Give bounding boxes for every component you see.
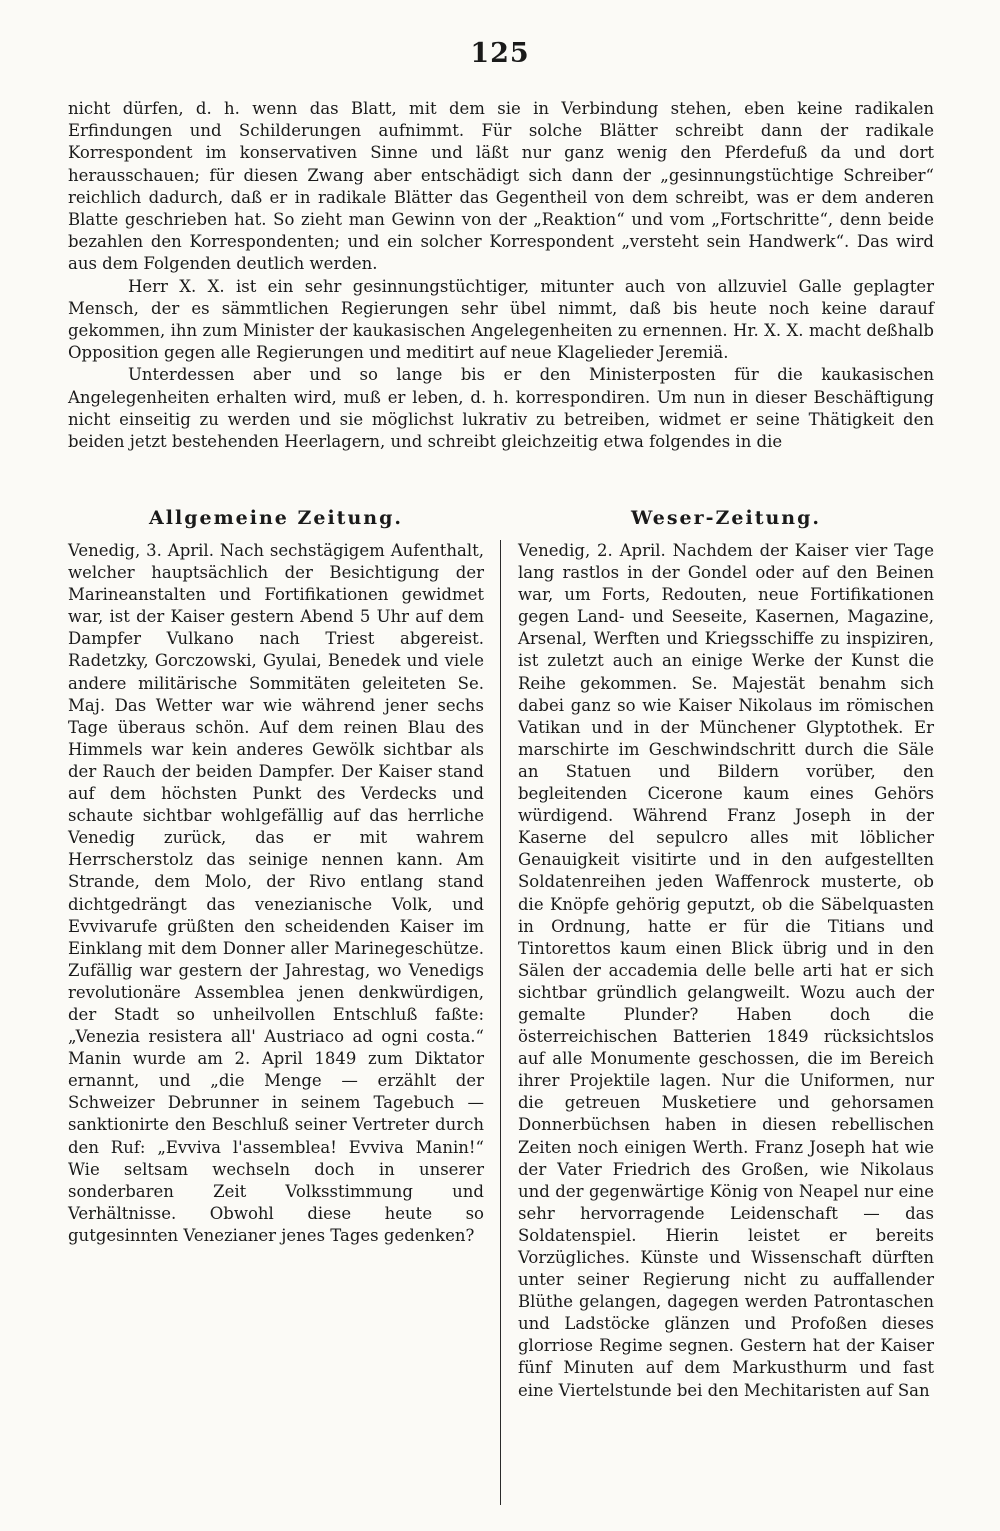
intro-paragraph-1: nicht dürfen, d. h. wenn das Blatt, mit dem sie in Verbindung stehen, eben keine radikalen Erfindungen und Schilderungen aufnimmt. Für solche Blätter schreibt dann der radikale Korrespondent im konservativen Sinne und läßt nur ganz wenig den Pferdefuß da und dort herausschauen; für diesen Zwang aber entschädigt sich dann der „gesinnungstüchtige Schreiber“ reichlich dadurch, daß er in radikale Blätter das Gegentheil von dem schreibt, was er dem anderen Blatte geschrieben hat. So zieht man Gewinn von der „Reaktion“ und vom „Fortschritte“, denn beide bezahlen den Korrespondenten; und ein solcher Korrespondent „versteht sein Handwerk“. Das wird aus dem Folgenden deutlich werden. [68, 99, 934, 274]
intro-paragraph-3: Unterdessen aber und so lange bis er den Ministerposten für die kaukasischen Angelegenheiten erhalten wird, muß er leben, d. h. korrespondiren. Um nun in dieser Beschäftigung nicht einseitig zu werden und sie möglichst lukrativ zu betreiben, widmet er seine Thätigkeit den beiden jetzt bestehenden Heerlagern, und schreibt gleichzeitig etwa folgendes in die [68, 365, 934, 452]
two-column-section [68, 506, 934, 1506]
column-divider [500, 540, 501, 1505]
page-number: 125 [470, 38, 530, 69]
intro-paragraph-2: Herr X. X. ist ein sehr gesinnungstüchtiger, mitunter auch von allzuviel Galle geplagter Mensch, der es sämmtlichen Regierungen sehr übel nimmt, daß bis heute noch keine darauf gekommen, ihn zum Minister der kaukasischen Angelegenheiten zu ernennen. Hr. X. X. macht deßhalb Opposition gegen alle Regierungen und meditirt auf neue Klagelieder Jeremiä. [68, 276, 934, 363]
right-column-title: Weser-Zeitung. [630, 507, 822, 529]
left-column [68, 506, 484, 1247]
right-column-body: Venedig, 2. April. Nachdem der Kaiser vier Tage lang rastlos in der Gondel oder auf den Beinen war, um Forts, Redouten, neue Fortifikationen gegen Land- und Seeseite, Kasernen, Magazine, Arsenal, Werften und Kriegsschiffe zu inspiziren, ist zuletzt auch an einige Werke der Kunst die Reihe gekommen. Se. Majestät benahm sich dabei ganz so wie Kaiser Nikolaus im römischen Vatikan und in der Münchener Glyptothek. Er marschirte im Geschwindschritt durch die Säle an Statuen und Bildern vorüber, den begleitenden Cicerone kaum eines Gehörs würdigend. Während Franz Joseph in der Kaserne del sepulcro alles mit löblicher Genauigkeit visitirte und in den aufgestellten Soldatenreihen jeden Waffenrock musterte, ob die Knöpfe gehörig geputzt, ob die Säbelquasten in Ordnung, hatte er für die Titians und Tintorettos kaum einen Blick übrig und in den Sälen der accademia delle belle arti hat er sich sichtbar gründlich gelangweilt. Wozu auch der gemalte Plunder? Haben doch die österreichischen Batterien 1849 rücksichtslos auf alle Monumente geschossen, die im Bereich ihrer Projektile lagen. Nur die Uniformen, nur die getreuen Musketiere und gehorsamen Donnerbüchsen haben in diesen rebellischen Zeiten noch einigen Werth. Franz Joseph hat wie der Vater Friedrich des Großen, wie Nikolaus und der gegenwärtige König von Neapel nur eine sehr hervorragende Leidenschaft — das Soldatenspiel. Hierin leistet er bereits Vorzügliches. Künste und Wissenschaft dürften unter seiner Regierung nicht zu auffallender Blüthe gelangen, dagegen werden Patrontaschen und Ladstöcke glänzen und Profoßen dieses glorriose Regime segnen. Gestern hat der Kaiser fünf Minuten auf dem Markusthurm und fast eine Viertelstunde bei den Mechitaristen auf San [518, 541, 934, 1400]
left-column-body: Venedig, 3. April. Nach sechstägigem Aufenthalt, welcher hauptsächlich der Besichtigung der Marineanstalten und Fortifikationen gewidmet war, ist der Kaiser gestern Abend 5 Uhr auf dem Dampfer Vulkano nach Triest abgereist. Radetzky, Gorczowski, Gyulai, Benedek und viele andere militärische Sommitäten geleiteten Se. Maj. Das Wetter war wie während jener sechs Tage überaus schön. Auf dem reinen Blau des Himmels war kein anderes Gewölk sichtbar als der Rauch der beiden Dampfer. Der Kaiser stand auf dem höchsten Punkt des Verdecks und schaute sichtbar wohlgefällig auf das herrliche Venedig zurück, das er mit wahrem Herrscherstolz das seinige nennen kann. Am Strande, dem Molo, der Rivo entlang stand dichtgedrängt das venezianische Volk, und Evvivarufe grüßten den scheidenden Kaiser im Einklang mit dem Donner aller Marinegeschütze. Zufällig war gestern der Jahrestag, wo Venedigs revolutionäre Assemblea jenen denkwürdigen, der Stadt so unheilvollen Entschluß faßte: „Venezia resistera all' Austriaco ad ogni costa.“ Manin wurde am 2. April 1849 zum Diktator ernannt, und „die Menge — erzählt der Schweizer Debrunner in seinem Tagebuch — sanktionirte den Beschluß seiner Vertreter durch den Ruf: „Evviva l'assemblea! Evviva Manin!“ Wie seltsam wechseln doch in unserer sonderbaren Zeit Volksstimmung und Verhältnisse. Obwohl diese heute so gutgesinnten Venezianer jenes Tages gedenken? [68, 541, 484, 1245]
left-column-title: Allgemeine Zeitung. [149, 507, 403, 529]
right-column [518, 506, 934, 1402]
intro-text [68, 98, 934, 453]
